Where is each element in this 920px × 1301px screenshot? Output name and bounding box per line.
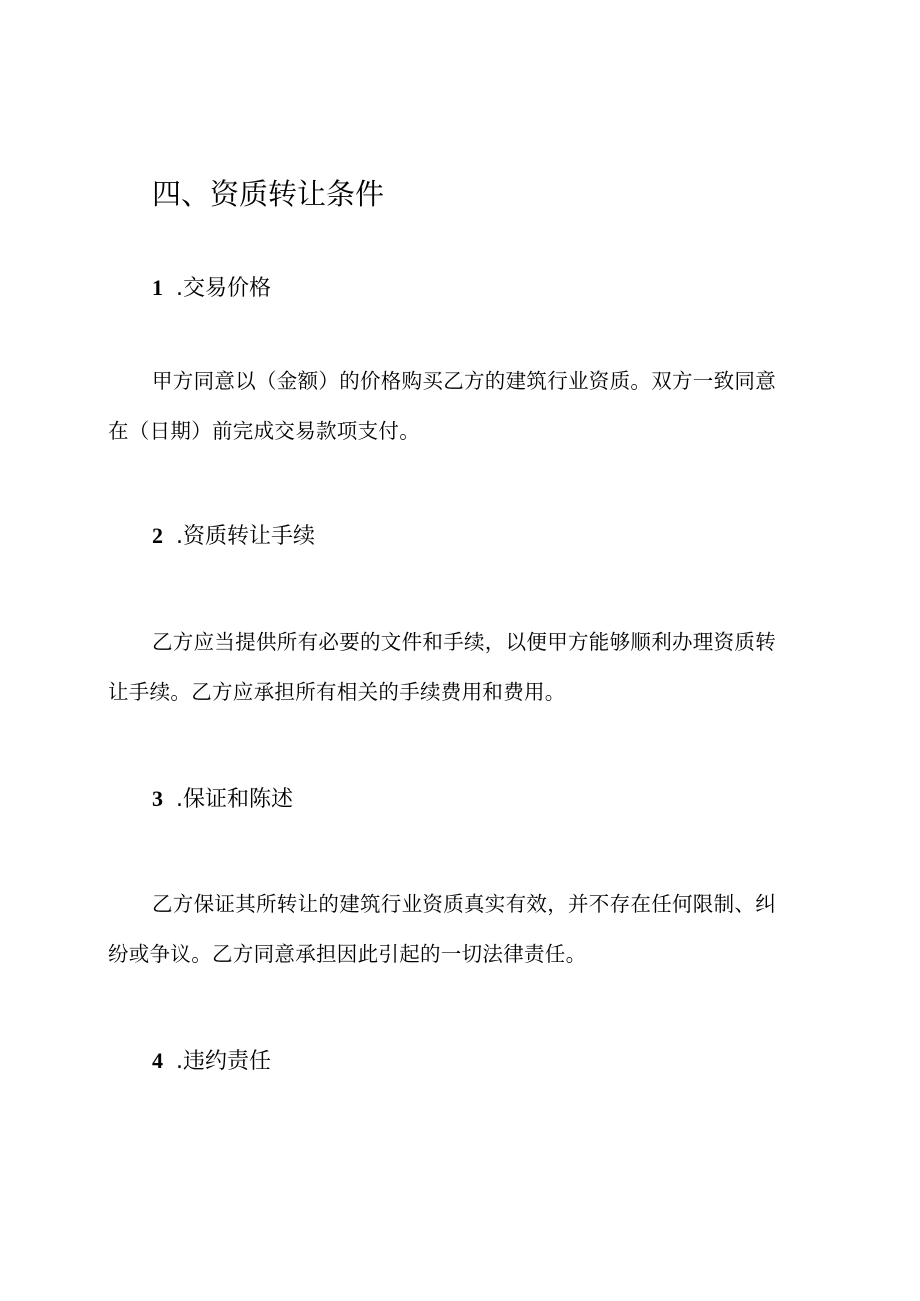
paragraph-line: 乙方应当提供所有必要的文件和手续，以便甲方能够顺利办理资质转 [152,630,776,654]
item-title-2: .资质转让手续 [176,524,315,549]
paragraph-line: 乙方保证其所转让的建筑行业资质真实有效，并不存在任何限制、纠 [152,892,776,916]
item-heading-4 [152,1045,271,1078]
item-paragraph-2 [108,617,808,717]
item-title-4: .违约责任 [176,1049,271,1074]
item-heading-2 [152,520,315,553]
item-heading-1 [152,272,271,305]
item-heading-3 [152,783,293,816]
item-title-3: .保证和陈述 [176,787,293,812]
section-title: 四、资质转让条件 [152,177,385,211]
item-paragraph-1 [108,356,808,456]
item-number-2: 2 [152,523,163,548]
item-number-4: 4 [152,1048,163,1073]
item-number-3: 3 [152,786,163,811]
item-paragraph-3 [108,879,808,979]
paragraph-line: 纷或争议。乙方同意承担因此引起的一切法律责任。 [108,942,587,966]
paragraph-line: 在（日期）前完成交易款项支付。 [108,419,420,443]
item-number-1: 1 [152,275,163,300]
item-title-1: .交易价格 [176,276,271,301]
paragraph-line: 甲方同意以（金额）的价格购买乙方的建筑行业资质。双方一致同意 [152,369,776,393]
paragraph-line: 让手续。乙方应承担所有相关的手续费用和费用。 [108,680,566,704]
